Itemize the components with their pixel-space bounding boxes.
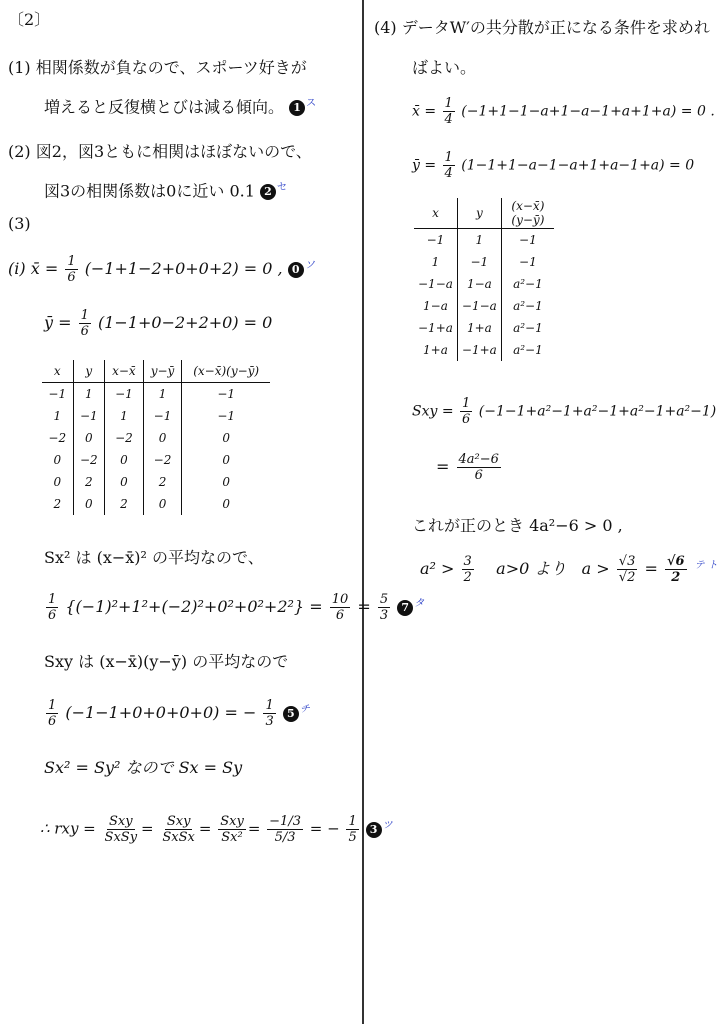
- q4-sxy2-eq: =: [436, 457, 450, 476]
- q4-xbar-fraction: $\frac{1}{4}$: [444, 96, 453, 127]
- q4-table-cell: −1: [519, 233, 537, 247]
- table-row: [42, 405, 270, 427]
- q3-sx2-text: Sx² は (x−x̄)² の平均なので、: [44, 548, 264, 567]
- q4-agt-eq: =: [644, 559, 658, 578]
- q3-part-label: (i): [8, 259, 26, 278]
- q4-ybar-label: ȳ =: [412, 157, 437, 174]
- q3-sx2-calc: {(−1)²+1²+(−2)²+0²+0²+2²} =: [65, 597, 323, 616]
- q2-line1: [8, 142, 312, 162]
- q4-table-cell: 1−a: [414, 295, 457, 317]
- q3-table-cell: −2: [42, 427, 73, 449]
- q3-ybar-fraction: $\frac{1}{6}$: [80, 308, 89, 339]
- q3-sxy-mark: チ: [299, 703, 310, 715]
- q4-table-cell: a²−1: [513, 321, 543, 335]
- q3-r-mark: ツ: [382, 819, 393, 831]
- q4-number: (4): [374, 18, 397, 37]
- q4-sxy2-line: [436, 452, 503, 483]
- q3-table-cell: 0: [42, 471, 73, 493]
- q4-text2: ばよい。: [412, 58, 477, 77]
- q4-ybar-fraction: $\frac{1}{4}$: [444, 150, 453, 181]
- q3-table-cell: −1: [217, 387, 236, 401]
- q4-mark: テ ト: [694, 559, 718, 571]
- q3-table-cell: 0: [73, 427, 105, 449]
- table-row: [42, 493, 270, 515]
- q4-table-cell: −1−a: [414, 273, 457, 295]
- q4-table-header-0: x: [414, 198, 457, 229]
- q2-text1: 図2，図3ともに相関はほぼないので、: [35, 142, 312, 161]
- q4-table-cell: a²−1: [513, 299, 543, 313]
- q4-table-cell: a²−1: [513, 343, 543, 357]
- q4-agt: a >: [581, 559, 610, 578]
- q4-table-cell: −1+a: [457, 339, 501, 361]
- q3-xbar-answer: 0: [288, 262, 304, 278]
- q3-table-cell: 1: [105, 405, 144, 427]
- q3-xbar-line: [8, 254, 315, 285]
- q3-r-lhs: ∴ rxy =: [40, 819, 96, 838]
- q3-table-cell: 2: [73, 471, 105, 493]
- q4-line1: [374, 18, 710, 38]
- q3-xbar-label: x̄ =: [30, 259, 59, 278]
- q3-r-eq: = −: [309, 819, 340, 838]
- q3-r-fraction3: $\frac{\text{Sxy}}{\text{Sx²}}$: [220, 814, 244, 845]
- table-row: [414, 317, 554, 339]
- q1-line1: [8, 58, 307, 78]
- q3-sx2-fraction3: $\frac{5}{3}$: [379, 592, 389, 623]
- q3-sx2-mark: タ: [414, 597, 425, 609]
- q4-text1: データW′の共分散が正になる条件を求めれ: [401, 18, 710, 37]
- q3-sx2-eq: =: [357, 597, 371, 616]
- q3-table-cell: 0: [222, 475, 230, 489]
- q3-xbar-fraction: $\frac{1}{6}$: [67, 254, 76, 285]
- q3-table-cell: 1: [73, 383, 105, 406]
- q1-line2: [44, 94, 316, 117]
- q3-table-cell: −2: [105, 427, 144, 449]
- q3-sxy-calc-line: [44, 698, 310, 729]
- q4-solve-line: [420, 554, 718, 585]
- q4-table-cell: −1: [457, 251, 501, 273]
- q3-table-cell: 0: [143, 493, 182, 515]
- table-row: [42, 471, 270, 493]
- q3-sxy-answer: 5: [283, 706, 299, 722]
- table-row: [42, 449, 270, 471]
- q4-sxy2-fraction: $\frac{\text{4a²−6}}{6}$: [458, 452, 499, 483]
- q4-xbar-label: x̄ =: [412, 103, 437, 120]
- q4-deviation-table: [414, 198, 554, 361]
- q4-table-cell: 1+a: [414, 339, 457, 361]
- q4-table-cell: a²−1: [513, 277, 543, 291]
- q4-sxy-sum: (−1−1+a²−1+a²−1+a²−1+a²−1): [478, 403, 717, 420]
- q3-r-line: ∴ rxy = $\frac{\text{Sxy}}{\text{SxSy}}$ = $\frac{\text{Sxy}}{\text{SxSx}}$ = $\frac{\text{Sxy}}{\text{Sx²}}$ = $\frac{-1/3}{5/3}$ = − $\frac{1}{5}$ 3 $^ツ$: [40, 814, 393, 845]
- q2-number: (2): [8, 142, 31, 161]
- q3-sxy-calc: (−1−1+0+0+0+0) = −: [65, 703, 257, 722]
- section-header: 〔2〕: [8, 10, 51, 29]
- q3-ybar-sum: (1−1+0−2+2+0) = 0: [98, 313, 273, 332]
- q2-mark: セ: [277, 182, 287, 193]
- q3-table-cell: 0: [42, 449, 73, 471]
- q1-mark: ス: [306, 98, 317, 109]
- q3-table-cell: 2: [105, 493, 144, 515]
- q3-r-fraction4: $\frac{-1/3}{5/3}$: [269, 814, 301, 845]
- q4-xbar-sum: (−1+1−1−a+1−a−1+a+1+a) = 0 .: [461, 103, 715, 120]
- q1-text2: 増えると反復横とびは減る傾向。: [44, 97, 285, 117]
- q3-r-answer: 3: [366, 822, 382, 838]
- q3-xbar-mark: ソ: [304, 259, 315, 271]
- table-row: [414, 273, 554, 295]
- q3-ybar-line: [44, 308, 272, 339]
- q4-table-cell: −1+a: [414, 317, 457, 339]
- q3-table-cell: −1: [42, 383, 73, 406]
- q3-sx2-fraction: $\frac{1}{6}$: [48, 592, 57, 623]
- q4-xbar-line: [412, 96, 715, 127]
- q3-r-fraction2: $\frac{\text{Sxy}}{\text{SxSx}}$: [162, 814, 195, 845]
- q3-sxy-fraction: $\frac{1}{6}$: [48, 698, 57, 729]
- q2-answer: 2: [260, 184, 276, 200]
- table-row: [42, 383, 270, 406]
- q3-table-header-1: y: [73, 360, 105, 383]
- q3-table-cell: 0: [222, 497, 230, 511]
- q3-sx2-fraction2: $\frac{10}{6}$: [331, 592, 349, 623]
- q3-deviation-table: [42, 360, 270, 515]
- q3-sxy-fraction2: $\frac{1}{3}$: [265, 698, 274, 729]
- q4-table-cell: −1−a: [457, 295, 501, 317]
- q3-table-header-0: x: [42, 360, 73, 383]
- q3-r-fraction5: $\frac{1}{5}$: [348, 814, 357, 845]
- q3-table-header-4: (x−x̄)(y−ȳ): [182, 360, 270, 383]
- q3-table-cell: 0: [105, 449, 144, 471]
- q4-sxy-fraction: $\frac{1}{6}$: [462, 396, 471, 427]
- q3-table-cell: −2: [73, 449, 105, 471]
- q3-table-cell: −1: [73, 405, 105, 427]
- q2-text2: 図3の相関係数は0に近い 0.1: [44, 181, 255, 201]
- q3-table-cell: −1: [143, 405, 182, 427]
- q4-table-header-1: y: [457, 198, 501, 229]
- q3-table-header-2: x−x̄: [105, 360, 144, 383]
- q4-table-cell: 1: [457, 229, 501, 252]
- q3-table-cell: −2: [143, 449, 182, 471]
- column-divider: [362, 0, 364, 1024]
- q4-apos: a>0 より: [496, 559, 567, 578]
- q3-number: (3): [8, 214, 31, 233]
- q3-table-cell: 2: [143, 471, 182, 493]
- table-row: [42, 427, 270, 449]
- q4-table-cell: 1: [414, 251, 457, 273]
- q4-a2: a² >: [420, 559, 455, 578]
- q3-sx2-answer: 7: [397, 600, 413, 616]
- q3-table-cell: 0: [222, 431, 230, 445]
- q3-sx2-calc-line: [44, 592, 424, 623]
- q4-table-cell: −1: [519, 255, 537, 269]
- table-row: [414, 251, 554, 273]
- q3-table-cell: 0: [105, 471, 144, 493]
- q4-table-header-2: (x−x̄)(y−ȳ): [501, 198, 554, 229]
- q3-sxsy-text: Sx² = Sy² なので Sx = Sy: [44, 758, 243, 777]
- q1-text1: 相関係数が負なので、スポーツ好きが: [35, 58, 307, 77]
- q4-condition-text: これが正のとき 4a²−6 > 0 ,: [412, 516, 623, 535]
- q3-table-cell: −1: [217, 409, 236, 423]
- q1-number: (1): [8, 58, 31, 77]
- q2-line2: [44, 178, 287, 201]
- q4-table-cell: −1: [414, 229, 457, 252]
- q3-xbar-sum: (−1+1−2+0+0+2) = 0 ,: [84, 259, 283, 278]
- q4-table-cell: 1−a: [457, 273, 501, 295]
- q3-table-cell: 2: [42, 493, 73, 515]
- q4-agt-fraction2: $\frac{√6}{2}$: [666, 554, 685, 585]
- q3-r-fraction1: $\frac{\text{Sxy}}{\text{SxSy}}$: [104, 814, 138, 845]
- q4-sxy-lhs: Sxy =: [412, 403, 454, 420]
- table-row: [414, 295, 554, 317]
- q3-table-cell: 0: [222, 453, 230, 467]
- q3-table-header-3: y−ȳ: [143, 360, 182, 383]
- q4-a2-fraction: $\frac{3}{2}$: [463, 554, 472, 585]
- q3-table-cell: 1: [143, 383, 182, 406]
- q4-ybar-line: [412, 150, 694, 181]
- q3-sxy-text: Sxy は (x−x̄)(y−ȳ) の平均なので: [44, 652, 289, 671]
- q1-answer: 1: [289, 100, 305, 116]
- q3-table-cell: −1: [105, 383, 144, 406]
- table-row: [414, 229, 554, 252]
- q3-table-cell: 0: [73, 493, 105, 515]
- q3-table-cell: 0: [143, 427, 182, 449]
- q4-agt-fraction: $\frac{√3}{√2}$: [618, 554, 636, 585]
- q3-table-cell: 1: [42, 405, 73, 427]
- table-row: [414, 339, 554, 361]
- q3-ybar-label: ȳ =: [44, 313, 72, 332]
- q4-sxy-line: [412, 396, 716, 427]
- q4-ybar-sum: (1−1+1−a−1−a+1+a−1+a) = 0: [461, 157, 695, 174]
- q4-table-cell: 1+a: [457, 317, 501, 339]
